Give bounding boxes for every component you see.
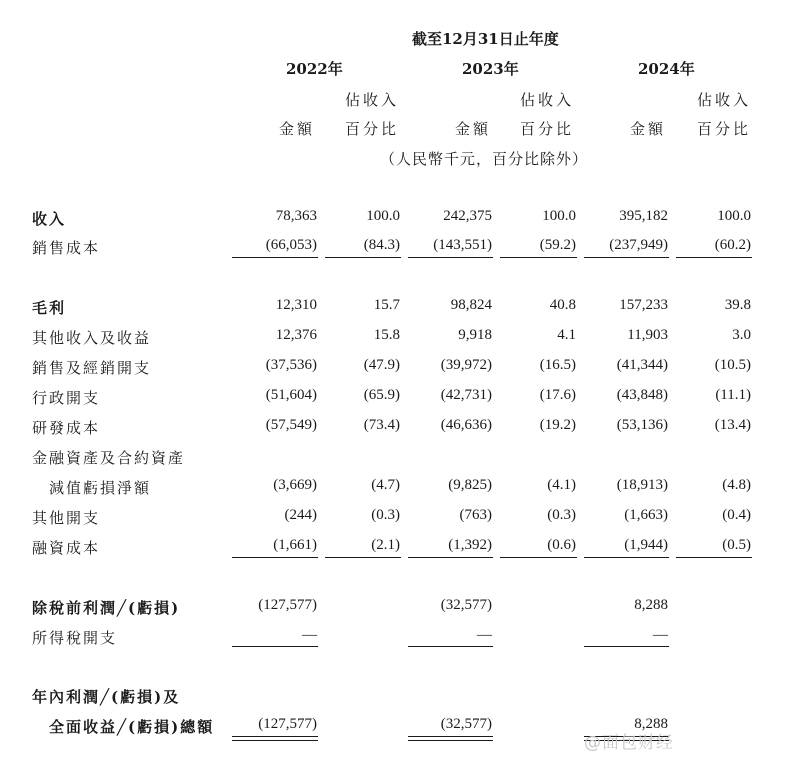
watermark: @面包财经	[584, 733, 674, 753]
row-label: 研發成本	[32, 419, 101, 437]
amount-cell: (39,972)	[440, 357, 492, 373]
amount-cell: 242,375	[443, 208, 492, 224]
underline	[500, 557, 577, 558]
amount-cell: (1,663)	[624, 507, 668, 523]
percent-cell: 100.0	[542, 208, 576, 224]
percent-cell: 15.7	[373, 297, 400, 313]
row-label: 其他開支	[32, 509, 101, 527]
row-label: 銷售成本	[32, 239, 101, 257]
amount-cell: (18,913)	[616, 477, 668, 493]
amount-cell: 78,363	[275, 208, 317, 224]
percent-cell: (0.4)	[722, 507, 751, 523]
amount-cell: (1,661)	[273, 537, 317, 553]
amount-cell: (1,944)	[624, 537, 668, 553]
amount-cell: (53,136)	[616, 417, 668, 433]
underline	[676, 257, 752, 258]
row-label: 全面收益╱(虧損)總額	[49, 718, 215, 736]
percent-cell: (0.6)	[547, 537, 576, 553]
underline	[584, 257, 669, 258]
amount-cell: (57,549)	[265, 417, 317, 433]
amount-cell: (763)	[459, 507, 492, 523]
amount-cell: (9,825)	[448, 477, 492, 493]
row-label: 銷售及經銷開支	[32, 359, 152, 377]
amount-2024: 金額	[630, 120, 667, 138]
amount-cell: 8,288	[634, 597, 668, 613]
underline	[584, 557, 669, 558]
row-label: 年內利潤╱(虧損)及	[32, 688, 181, 706]
amount-cell: 11,903	[627, 327, 668, 343]
amount-cell: (66,053)	[265, 237, 317, 253]
underline	[408, 557, 493, 558]
pct-top-2024: 佔收入	[697, 91, 752, 109]
percent-cell: (65.9)	[363, 387, 400, 403]
amount-cell: (37,536)	[265, 357, 317, 373]
amount-cell: (51,604)	[265, 387, 317, 403]
underline	[408, 646, 493, 647]
period-header: 截至12月31日止年度	[412, 30, 559, 48]
underline	[325, 557, 401, 558]
amount-cell: 12,376	[275, 327, 317, 343]
percent-cell: 100.0	[366, 208, 400, 224]
pct-top-2022: 佔收入	[345, 91, 400, 109]
row-label: 行政開支	[32, 389, 101, 407]
amount-cell: —	[653, 627, 668, 643]
amount-cell: (41,344)	[616, 357, 668, 373]
underline	[676, 557, 752, 558]
row-label: 收入	[32, 210, 67, 228]
amount-cell: (43,848)	[616, 387, 668, 403]
percent-cell: 39.8	[724, 297, 751, 313]
double-underline	[408, 736, 493, 741]
year-2024: 2024年	[638, 60, 695, 78]
percent-cell: (4.7)	[371, 477, 400, 493]
percent-cell: (17.6)	[539, 387, 576, 403]
row-label: 除稅前利潤╱(虧損)	[32, 599, 181, 617]
percent-cell: (4.8)	[722, 477, 751, 493]
unit-note: （人民幣千元，百分比除外）	[380, 150, 589, 168]
row-label: 金融資產及合約資產	[32, 449, 186, 467]
underline	[232, 557, 318, 558]
percent-cell: (73.4)	[363, 417, 400, 433]
pct-bottom-2023: 百分比	[520, 120, 575, 138]
amount-cell: 8,288	[634, 716, 668, 732]
amount-cell: —	[477, 627, 492, 643]
percent-cell: (0.3)	[371, 507, 400, 523]
double-underline	[232, 736, 318, 741]
amount-cell: (237,949)	[609, 237, 668, 253]
row-label: 所得稅開支	[32, 629, 118, 647]
amount-cell: (42,731)	[440, 387, 492, 403]
percent-cell: (2.1)	[371, 537, 400, 553]
percent-cell: (11.1)	[715, 387, 751, 403]
pct-bottom-2024: 百分比	[697, 120, 752, 138]
amount-cell: 12,310	[275, 297, 317, 313]
row-label: 毛利	[32, 299, 67, 317]
row-label: 其他收入及收益	[32, 329, 152, 347]
percent-cell: 4.1	[557, 327, 576, 343]
amount-cell: (143,551)	[433, 237, 492, 253]
percent-cell: 15.8	[373, 327, 400, 343]
percent-cell: (84.3)	[363, 237, 400, 253]
underline	[325, 257, 401, 258]
percent-cell: (60.2)	[714, 237, 751, 253]
underline	[408, 257, 493, 258]
year-2023: 2023年	[462, 60, 519, 78]
pct-top-2023: 佔收入	[520, 91, 575, 109]
underline	[500, 257, 577, 258]
amount-cell: (127,577)	[258, 716, 317, 732]
percent-cell: (47.9)	[363, 357, 400, 373]
amount-cell: 395,182	[619, 208, 668, 224]
year-2022: 2022年	[286, 60, 343, 78]
amount-cell: (46,636)	[440, 417, 492, 433]
amount-cell: (127,577)	[258, 597, 317, 613]
amount-cell: 98,824	[450, 297, 492, 313]
percent-cell: (59.2)	[539, 237, 576, 253]
percent-cell: (16.5)	[539, 357, 576, 373]
pct-bottom-2022: 百分比	[345, 120, 400, 138]
percent-cell: (19.2)	[539, 417, 576, 433]
amount-cell: —	[302, 627, 317, 643]
amount-cell: 9,918	[458, 327, 492, 343]
row-label: 減值虧損淨額	[49, 479, 152, 497]
row-label: 融資成本	[32, 539, 101, 557]
underline	[232, 646, 318, 647]
percent-cell: 3.0	[732, 327, 751, 343]
underline	[584, 646, 669, 647]
amount-cell: (1,392)	[448, 537, 492, 553]
amount-2023: 金額	[455, 120, 492, 138]
amount-cell: 157,233	[619, 297, 668, 313]
percent-cell: (10.5)	[714, 357, 751, 373]
percent-cell: 40.8	[549, 297, 576, 313]
percent-cell: (0.5)	[722, 537, 751, 553]
amount-cell: (3,669)	[273, 477, 317, 493]
underline	[232, 257, 318, 258]
percent-cell: (0.3)	[547, 507, 576, 523]
amount-cell: (32,577)	[440, 597, 492, 613]
percent-cell: (13.4)	[714, 417, 751, 433]
percent-cell: 100.0	[717, 208, 751, 224]
amount-cell: (244)	[284, 507, 317, 523]
amount-2022: 金額	[279, 120, 316, 138]
amount-cell: (32,577)	[440, 716, 492, 732]
percent-cell: (4.1)	[547, 477, 576, 493]
